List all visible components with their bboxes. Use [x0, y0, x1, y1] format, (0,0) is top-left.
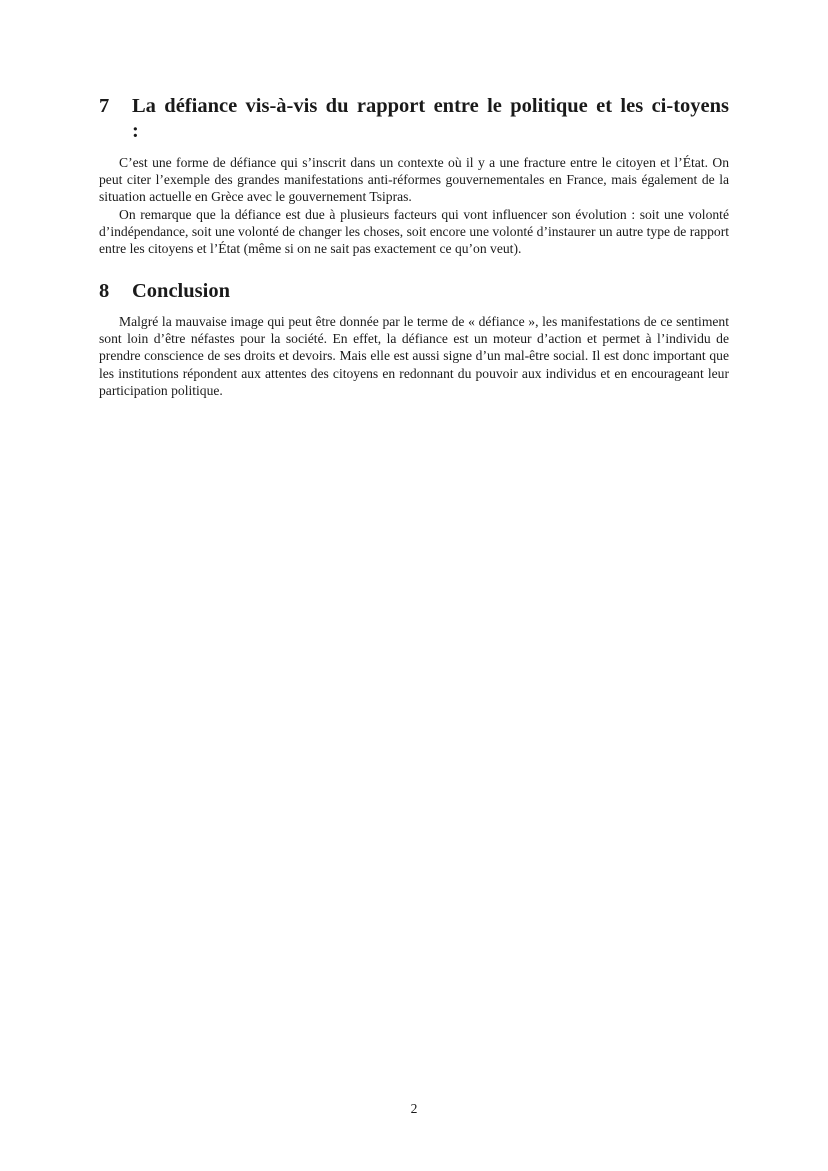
section-number: 7: [99, 95, 110, 117]
section-heading: [99, 279, 729, 304]
section-body: [99, 154, 729, 257]
section-body: [99, 313, 729, 399]
section-7: [99, 94, 729, 257]
page-number: 2: [410, 1101, 418, 1116]
section-heading: [99, 94, 729, 144]
paragraph: On remarque que la défiance est due à plusieurs facteurs qui vont influencer son évolution : soit une volonté d’indépendance, soit une volonté de changer les choses, soit encore une volonté d’instaurer un autre type de rapport entre les citoyens et l’État (même si on ne sait pas exactement ce qu’on veut).: [99, 206, 729, 257]
section-8: [99, 279, 729, 399]
section-number: 8: [99, 280, 110, 302]
paragraph: C’est une forme de défiance qui s’inscrit dans un contexte où il y a une fracture entre le citoyen et l’État. On peut citer l’exemple des grandes manifestations anti-réformes gouvernementales en France, mais également de la situation actuelle en Grèce avec le gouvernement Tsipras.: [99, 155, 729, 205]
section-title: Conclusion: [132, 280, 230, 302]
section-title: La défiance vis-à-vis du rapport entre le politique et les ci-toyens :: [132, 95, 729, 142]
paragraph: Malgré la mauvaise image qui peut être donnée par le terme de « défiance », les manifestations de ce sentiment sont loin d’être néfastes pour la société. En effet, la défiance est un moteur d’action et permet à l’individu de prendre conscience de ses droits et devoirs. Mais elle est aussi signe d’un mal-être social. Il est donc important que les institutions répondent aux attentes des citoyens en redonnant du pouvoir aux individus et en encourageant leur participation politique.: [99, 314, 729, 398]
